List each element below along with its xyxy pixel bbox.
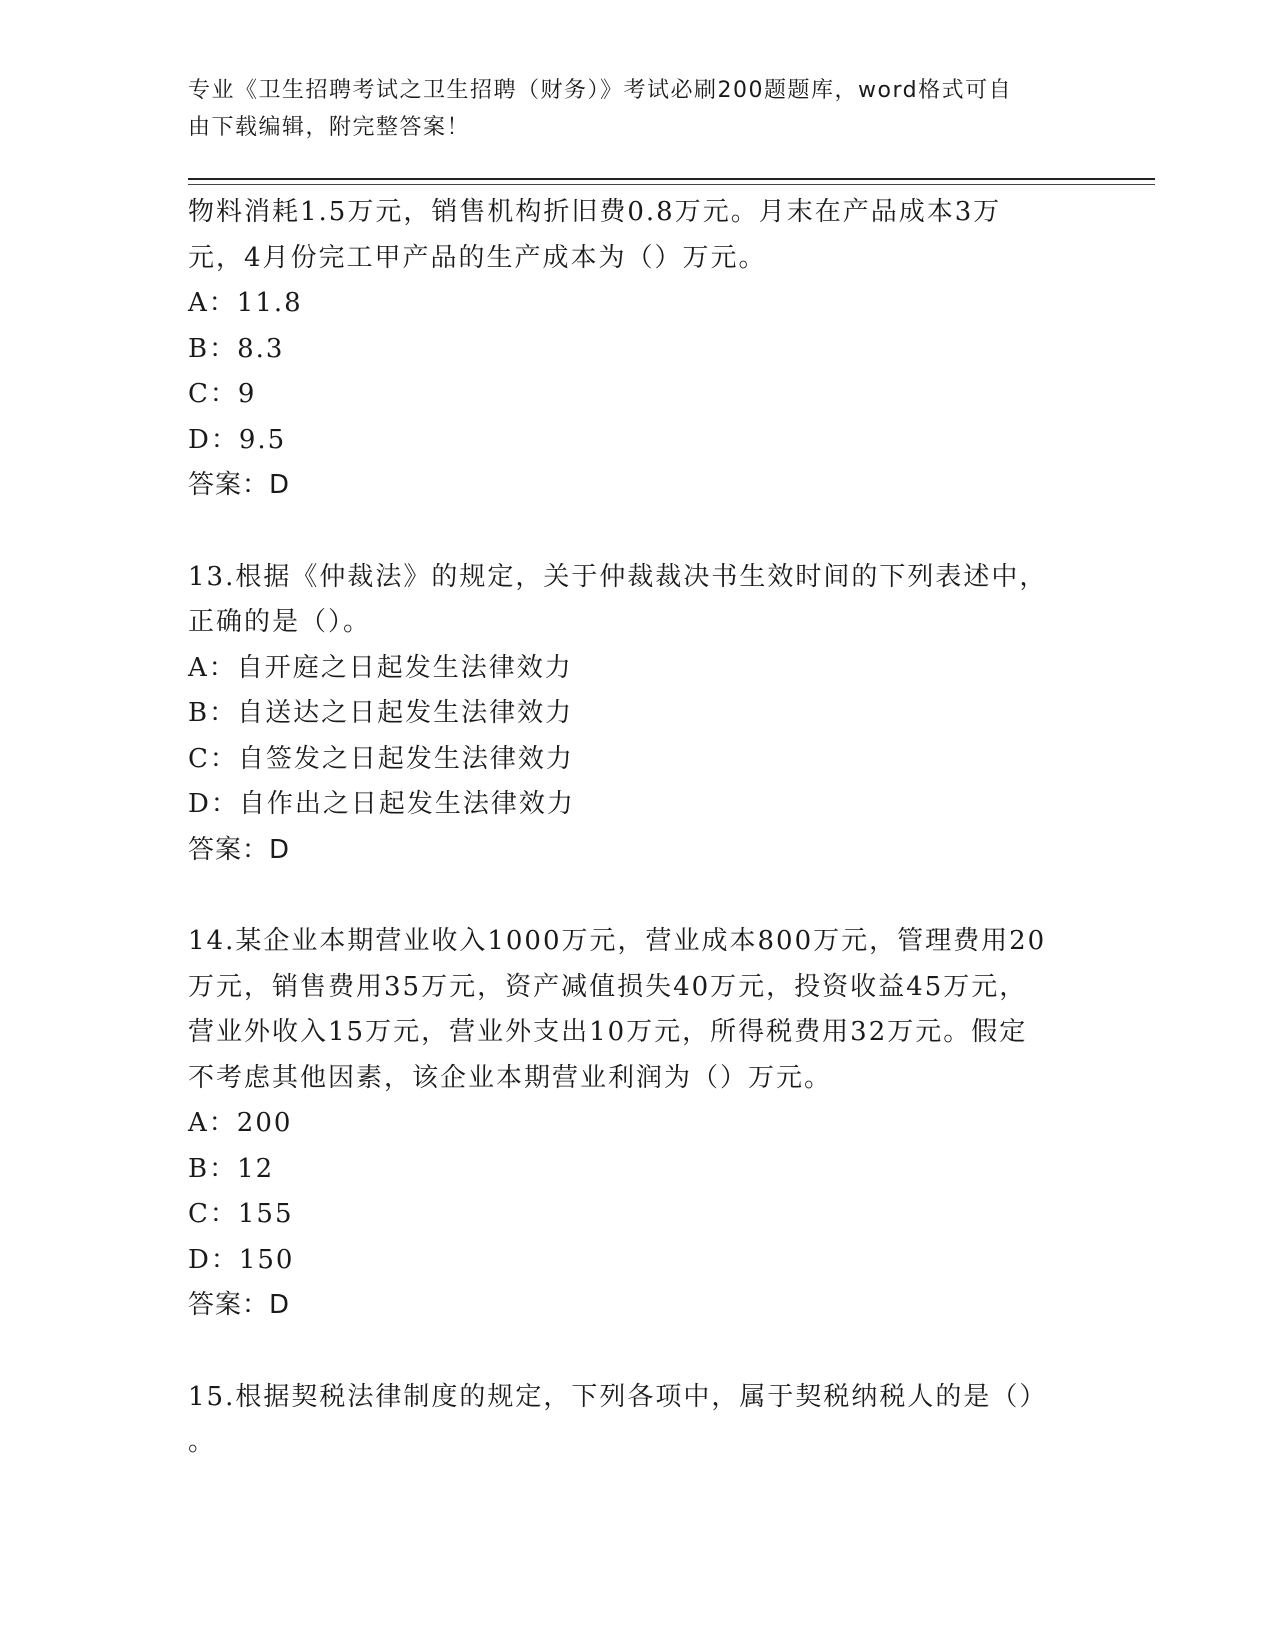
- question-text-line: 14.某企业本期营业收入1000万元，营业成本800万元，管理费用20: [188, 926, 1047, 956]
- question-text-line: 物料消耗1.5万元，销售机构折旧费0.8万元。月末在产品成本3万: [188, 197, 1002, 227]
- option-b: B：自送达之日起发生法律效力: [188, 698, 574, 728]
- question-text-line: 不考虑其他因素，该企业本期营业利润为（）万元。: [188, 1062, 833, 1093]
- question-text-line: 15.根据契税法律制度的规定，下列各项中，属于契税纳税人的是（）: [188, 1381, 1048, 1412]
- question-text-line: 营业外收入15万元，营业外支出10万元，所得税费用32万元。假定: [188, 1017, 1028, 1047]
- question-12-continued: [188, 190, 1088, 509]
- option-b: B：12: [188, 1153, 275, 1184]
- spacer: [188, 873, 1088, 919]
- option-d: D：150: [188, 1244, 295, 1275]
- option-c: C：155: [188, 1199, 294, 1229]
- question-text-line: 。: [188, 1427, 217, 1457]
- header-rule-thin: [188, 184, 1155, 185]
- option-a: A：200: [188, 1108, 293, 1138]
- question-text-line: 正确的是（）。: [188, 607, 372, 637]
- spacer: [188, 509, 1088, 555]
- header-line-1: 专业《卫生招聘考试之卫生招聘（财务）》考试必刷200题题库，word格式可自: [188, 78, 1013, 103]
- question-14: [188, 919, 1088, 1329]
- spacer: [188, 1329, 1088, 1375]
- document-body: [188, 190, 1088, 1466]
- question-text-line: 万元，销售费用35万元，资产减值损失40万元，投资收益45万元，: [188, 971, 1028, 1002]
- answer: 答案：D: [188, 1290, 291, 1320]
- option-c: C：9: [188, 379, 257, 409]
- question-text-line: 13.根据《仲裁法》的规定，关于仲裁裁决书生效时间的下列表述中，: [188, 561, 1048, 592]
- question-text-line: 元，4月份完工甲产品的生产成本为（）万元。: [188, 242, 767, 273]
- option-d: D：9.5: [188, 424, 287, 455]
- document-header: [188, 72, 1068, 146]
- header-rule-thick: [188, 178, 1155, 180]
- option-b: B：8.3: [188, 333, 285, 364]
- question-13: [188, 555, 1088, 874]
- option-c: C：自签发之日起发生法律效力: [188, 743, 574, 774]
- answer: 答案：D: [188, 834, 291, 865]
- header-line-2: 由下载编辑，附完整答案！: [188, 115, 471, 140]
- question-15: [188, 1375, 1088, 1466]
- option-a: A：自开庭之日起发生法律效力: [188, 652, 573, 683]
- option-d: D：自作出之日起发生法律效力: [188, 789, 575, 819]
- answer: 答案：D: [188, 470, 291, 500]
- option-a: A：11.8: [188, 288, 303, 318]
